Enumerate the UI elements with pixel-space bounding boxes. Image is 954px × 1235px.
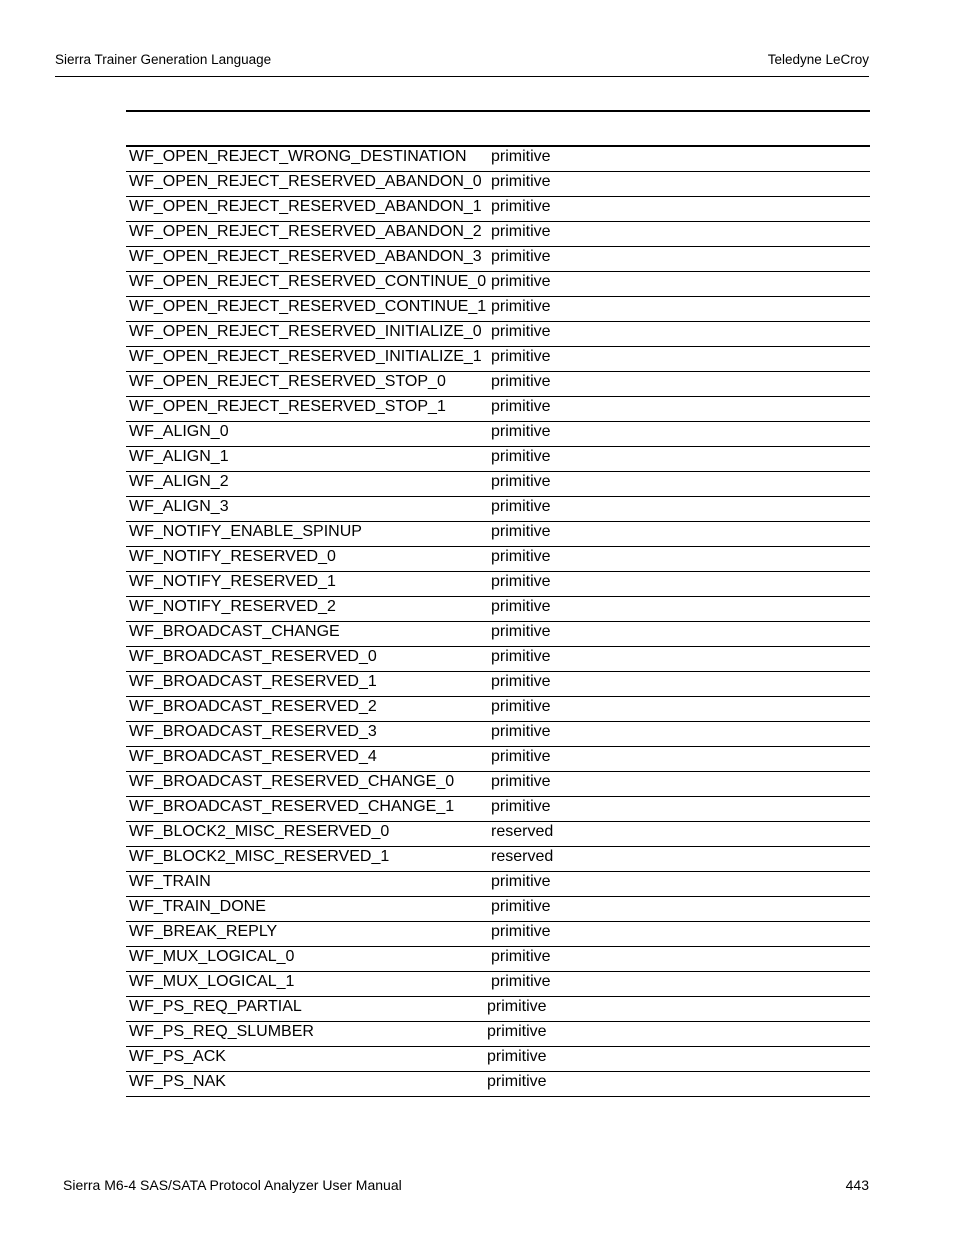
table-row [126, 697, 870, 722]
table-row [126, 497, 870, 522]
primitive-name: WF_BROADCAST_RESERVED_3 [126, 722, 491, 747]
table-row [126, 1072, 870, 1097]
primitive-name: WF_OPEN_REJECT_RESERVED_CONTINUE_0 [126, 272, 491, 297]
primitive-name: WF_NOTIFY_ENABLE_SPINUP [126, 522, 491, 547]
primitive-name: WF_ALIGN_0 [126, 422, 491, 447]
table-row [126, 997, 870, 1022]
primitive-name: WF_MUX_LOGICAL_1 [126, 972, 491, 997]
primitive-type: primitive [491, 347, 870, 372]
primitive-type: primitive [491, 697, 870, 722]
primitive-type: primitive [491, 722, 870, 747]
primitive-name: WF_TRAIN_DONE [126, 897, 491, 922]
primitive-type: primitive [491, 522, 870, 547]
primitive-type: primitive [491, 1072, 870, 1097]
primitive-name: WF_ALIGN_1 [126, 447, 491, 472]
table-row [126, 197, 870, 222]
primitive-type: primitive [491, 997, 870, 1022]
table-row [126, 872, 870, 897]
primitive-name: WF_PS_REQ_PARTIAL [126, 997, 491, 1022]
primitive-name: WF_BROADCAST_RESERVED_0 [126, 647, 491, 672]
table-row [126, 297, 870, 322]
primitive-type: primitive [491, 472, 870, 497]
primitive-type: primitive [491, 922, 870, 947]
primitive-type: primitive [491, 547, 870, 572]
primitive-type: primitive [491, 772, 870, 797]
table-row [126, 247, 870, 272]
primitive-type: primitive [491, 747, 870, 772]
table-row [126, 146, 870, 172]
primitive-name: WF_BROADCAST_CHANGE [126, 622, 491, 647]
primitive-type: primitive [491, 647, 870, 672]
primitive-name: WF_MUX_LOGICAL_0 [126, 947, 491, 972]
primitive-name: WF_BLOCK2_MISC_RESERVED_1 [126, 847, 491, 872]
table-row [126, 947, 870, 972]
primitive-name: WF_ALIGN_3 [126, 497, 491, 522]
primitive-type: primitive [491, 272, 870, 297]
table-row [126, 847, 870, 872]
primitive-type: primitive [491, 197, 870, 222]
primitive-type: primitive [491, 622, 870, 647]
primitive-type: primitive [491, 872, 870, 897]
primitive-name: WF_OPEN_REJECT_RESERVED_CONTINUE_1 [126, 297, 491, 322]
table-row [126, 622, 870, 647]
table-row [126, 547, 870, 572]
primitive-type: primitive [491, 447, 870, 472]
header-title: Sierra Trainer Generation Language [55, 52, 272, 67]
primitive-name: WF_TRAIN [126, 872, 491, 897]
table-row [126, 172, 870, 197]
primitive-name: WF_NOTIFY_RESERVED_0 [126, 547, 491, 572]
primitive-name: WF_BROADCAST_RESERVED_CHANGE_1 [126, 797, 491, 822]
primitive-type: primitive [491, 597, 870, 622]
table-row [126, 647, 870, 672]
table-row [126, 672, 870, 697]
header-company: Teledyne LeCroy [767, 52, 869, 67]
table-row [126, 472, 870, 497]
primitive-type: primitive [491, 422, 870, 447]
table-row [126, 397, 870, 422]
primitive-name: WF_BROADCAST_RESERVED_2 [126, 697, 491, 722]
table-row [126, 447, 870, 472]
table-row [126, 422, 870, 447]
primitive-name: WF_OPEN_REJECT_RESERVED_ABANDON_3 [126, 247, 491, 272]
table-row [126, 772, 870, 797]
primitive-type: primitive [491, 497, 870, 522]
page-number: 443 [845, 1177, 869, 1193]
primitive-name: WF_OPEN_REJECT_RESERVED_ABANDON_1 [126, 197, 491, 222]
primitive-type: primitive [491, 322, 870, 347]
primitive-type: primitive [491, 672, 870, 697]
table-row [126, 572, 870, 597]
primitive-type: primitive [491, 297, 870, 322]
primitive-type: primitive [491, 222, 870, 247]
table-row [126, 922, 870, 947]
page-header [55, 52, 869, 77]
table-row [126, 797, 870, 822]
table-row [126, 597, 870, 622]
primitive-name: WF_PS_ACK [126, 1047, 491, 1072]
primitive-name: WF_PS_REQ_SLUMBER [126, 1022, 491, 1047]
primitive-name: WF_NOTIFY_RESERVED_2 [126, 597, 491, 622]
primitive-type: reserved [491, 822, 870, 847]
table-row [126, 322, 870, 347]
primitive-type: primitive [491, 1047, 870, 1072]
primitive-name: WF_ALIGN_2 [126, 472, 491, 497]
table-row [126, 272, 870, 297]
primitive-type: primitive [491, 146, 870, 172]
primitive-type: primitive [491, 797, 870, 822]
primitive-name: WF_BROADCAST_RESERVED_4 [126, 747, 491, 772]
primitive-type: primitive [491, 397, 870, 422]
table-row [126, 897, 870, 922]
table-row [126, 1022, 870, 1047]
table-row [126, 972, 870, 997]
primitive-name: WF_OPEN_REJECT_RESERVED_ABANDON_2 [126, 222, 491, 247]
primitive-type: primitive [491, 572, 870, 597]
primitive-name: WF_BREAK_REPLY [126, 922, 491, 947]
primitive-type: reserved [491, 847, 870, 872]
table-row [126, 722, 870, 747]
primitive-name: WF_BROADCAST_RESERVED_CHANGE_0 [126, 772, 491, 797]
primitive-type: primitive [491, 972, 870, 997]
primitive-name: WF_BROADCAST_RESERVED_1 [126, 672, 491, 697]
primitive-table [126, 145, 870, 1097]
footer-title: Sierra M6-4 SAS/SATA Protocol Analyzer User Manual [63, 1177, 402, 1193]
table-row [126, 522, 870, 547]
primitive-name: WF_OPEN_REJECT_RESERVED_STOP_1 [126, 397, 491, 422]
primitive-name: WF_OPEN_REJECT_RESERVED_INITIALIZE_1 [126, 347, 491, 372]
table-row [126, 1047, 870, 1072]
table-row [126, 747, 870, 772]
primitive-name: WF_OPEN_REJECT_WRONG_DESTINATION [126, 146, 491, 172]
primitive-type: primitive [491, 897, 870, 922]
table-top-rule [126, 110, 870, 112]
primitive-type: primitive [491, 247, 870, 272]
primitive-type: primitive [491, 1022, 870, 1047]
primitive-name: WF_OPEN_REJECT_RESERVED_ABANDON_0 [126, 172, 491, 197]
primitive-name: WF_PS_NAK [126, 1072, 491, 1097]
primitive-type: primitive [491, 947, 870, 972]
primitive-name: WF_NOTIFY_RESERVED_1 [126, 572, 491, 597]
primitive-type: primitive [491, 172, 870, 197]
table-row [126, 372, 870, 397]
page-footer [63, 1177, 869, 1193]
primitive-name: WF_OPEN_REJECT_RESERVED_INITIALIZE_0 [126, 322, 491, 347]
primitive-name: WF_BLOCK2_MISC_RESERVED_0 [126, 822, 491, 847]
primitive-name: WF_OPEN_REJECT_RESERVED_STOP_0 [126, 372, 491, 397]
table-row [126, 222, 870, 247]
primitive-type: primitive [491, 372, 870, 397]
table-row [126, 822, 870, 847]
table-row [126, 347, 870, 372]
